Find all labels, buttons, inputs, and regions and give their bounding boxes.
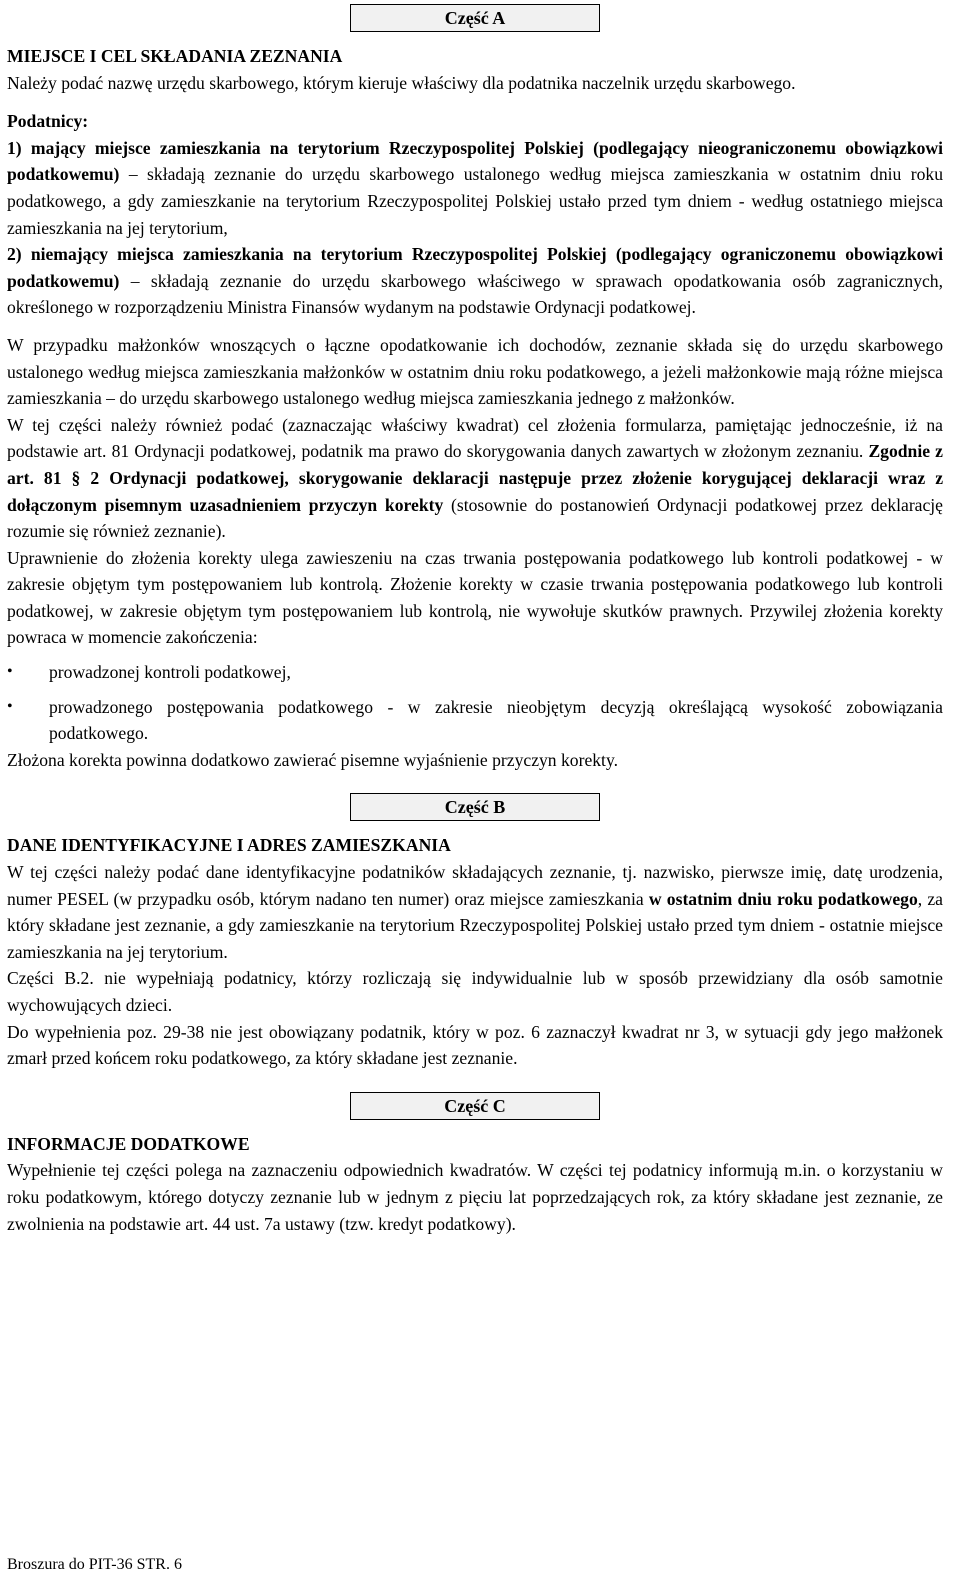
purpose-paragraph [7,412,943,545]
part-c-label: Część C [350,1092,600,1120]
page-footer: Broszura do PIT-36 STR. 6 [7,1556,182,1573]
taxpayers-item-2 [7,241,943,321]
part-b-heading: DANE IDENTYFIKACYJNE I ADRES ZAMIESZKANIA [7,835,451,856]
spouses-paragraph: W przypadku małżonków wnoszących o łączne opodatkowanie ich dochodów, zeznanie składa się do urzędu skarbowego ustalonego według miejsca zamieszkania małżonków w ostatnim dniu roku podatkowego, a jeżeli małżonkowie mają różne miejsca zamieszkania – do urzędu skarbowego ustalonego według miejsca zamieszkania jednego z małżonków. [7,334,943,409]
part-b-paragraph-2: Części B.2. nie wypełniają podatnicy, którzy rozliczają się indywidualnie lub w sposób przewidziany dla osób samotnie wychowujących dzieci. [7,968,943,1015]
purpose-bold: Zgodnie z art. 81 § 2 Ordynacji podatkowej, skorygowanie deklaracji następuje przez złożenie korygującej deklaracji wraz z dołączonym pisemnym uzasadnieniem przyczyn korekty [7,441,943,515]
item-2-text: – składają zeznanie do urzędu skarbowego właściwego w sprawach opodatkowania osób zagranicznych, określonego w rozporządzeniu Ministra Finansów wydanym na podstawie Ordynacji podatkowej. [7,270,943,318]
part-c-heading: INFORMACJE DODATKOWE [7,1133,250,1154]
part-a-heading: MIEJSCE I CEL SKŁADANIA ZEZNANIA [7,46,343,66]
part-a-intro: Należy podać nazwę urzędu skarbowego, którym kieruje właściwy dla podatnika naczelnik urzędu skarbowego. [7,72,796,93]
suspension-bullet-list [7,659,943,747]
taxpayers-item-1 [7,135,943,241]
bullet-icon: • [7,663,13,681]
taxpayers-label: Podatnicy: [7,111,89,132]
purpose-tail: (stosownie do postanowień Ordynacji podatkowej przez deklarację rozumie się również zeznanie). [7,494,943,542]
part-b-paragraph-3: Do wypełnienia poz. 29-38 nie jest obowiązany podatnik, który w poz. 6 zaznaczył kwadrat nr 3, w sytuacji gdy jego małżonek zmarł przed końcem roku podatkowego, za który składane jest zeznanie. [7,1021,943,1069]
list-item: • prowadzonej kontroli podatkowej, [7,659,943,686]
suspension-paragraph: Uprawnienie do złożenia korekty ulega zawieszeniu na czas trwania postępowania podatkowego lub kontroli podatkowej - w zakresie objętym tym postępowaniem lub kontrolą. Złożenie korekty w czasie trwania postępowania podatkowego lub kontroli podatkowej, w zakresie objętym tym postępowaniem lub kontrolą, nie wywołuje skutków prawnych. Przywilej złożenia korekty powraca w momencie zakończenia: [7,547,943,648]
item-1-text: – składają zeznanie do urzędu skarbowego ustalonego według miejsca zamieszkania w ostatnim dniu roku podatkowego, a gdy zamieszkanie na terytorium Rzeczypospolitej Polskiej ustało przed tym dniem - według ostatniego miejsca zamieszkania na jej terytorium, [7,164,943,238]
list-item: • prowadzonego postępowania podatkowego - w zakresie nieobjętym decyzją określającą wysokość zobowiązania podatkowego. [7,694,943,747]
part-a-label: Część A [350,4,600,32]
closing-paragraph: Złożona korekta powinna dodatkowo zawierać pisemne wyjaśnienie przyczyn korekty. [7,749,618,770]
part-c-paragraph-1: Wypełnienie tej części polega na zaznaczeniu odpowiednich kwadratów. W części tej podatnicy informują m.in. o korzystaniu w roku podatkowym, którego dotyczy zeznanie lub w jednym z pięciu lat poprzedzających rok, za który składane jest zeznanie, ze zwolnienia na podstawie art. 44 ust. 7a ustawy (tzw. kredyt podatkowy). [7,1160,943,1234]
part-b-label: Część B [350,793,600,821]
part-a-header [7,0,943,32]
part-b-paragraph-1: W tej części należy podać dane identyfikacyjne podatników składających zeznanie, tj. nazwisko, pierwsze imię, datę urodzenia, numer PESEL (w przypadku osób, którym nadano ten numer) oraz miejsce zamieszkania w ostatnim dniu roku podatkowego, za który składane jest zeznanie, a gdy zamieszkanie na terytorium Rzeczypospolitej Polskiej ustało przed tym dniem - ostatnie miejsce zamieszkania na jej terytorium. [7,862,943,962]
part-c-header [7,1092,943,1120]
part-b-header [7,793,943,821]
purpose-text: W tej części należy również podać (zaznaczając właściwy kwadrat) cel złożenia formularza, pamiętając jednocześnie, iż na podstawie art. 81 Ordynacji podatkowej, podatnik ma prawo do skorygowania danych zawartych w złożonym zeznaniu. [7,414,943,462]
item-2-bold: 2) niemający miejsca zamieszkania na terytorium Rzeczypospolitej Polskiej (podlegający ograniczonemu obowiązkowi podatkowemu) [7,244,943,291]
bullet-icon: • [7,697,13,715]
item-1-bold: 1) mający miejsce zamieszkania na terytorium Rzeczypospolitej Polskiej (podlegający nieograniczonemu obowiązkowi podatkowemu) [7,137,943,185]
